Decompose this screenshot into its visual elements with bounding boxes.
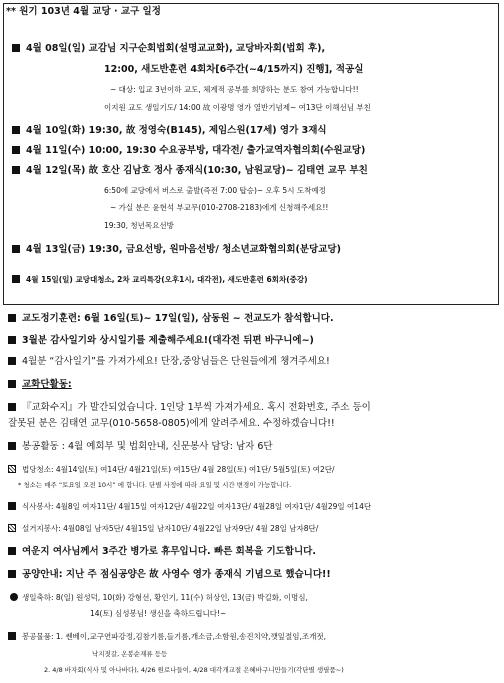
notice-item [8,335,314,347]
square-bullet-icon [8,442,16,450]
schedule-detail: 12:00, 새도반훈련 4회차[6주간(~4/15까지) 진행], 적공실 [104,64,364,75]
square-bullet-icon [8,632,16,640]
schedule-date-line: 4월 12일(목) 故 호산 김남호 정사 종재식(10:30, 남원교당)~ 김태연 교무 부친 [26,165,368,176]
schedule-detail: 19:30, 청년목요선방 [104,221,174,230]
schedule-detail: ~ 대상: 입교 3년이하 교도, 체계적 공부를 희망하는 분도 참여 가능합니다!! [110,85,359,94]
notice-text: 생일축하: 8(일) 원성덕, 10(화) 강형선, 황인기, 11(수) 허상인, 13(금) 박길화, 이명심, [22,593,308,602]
square-bullet-icon [8,357,16,365]
schedule-item [12,165,368,177]
notice-item [8,523,318,535]
notice-text: 설거지봉사: 4월08일 남자5단/ 4월15일 남자10단/ 4월22일 남자9단/ 4월 28일 남자8단/ [22,524,319,533]
schedule-detail: 6:50에 교당에서 버스로 출발(즉전 7:00 탑승)~ 오후 5시 도착예정 [104,186,326,195]
schedule-date-line: 4월 08일(일) 교감님 지구순회법회(설명교교화), 교당바자회(법회 후), [26,43,326,54]
schedule-item [12,125,327,137]
square-bullet-icon [12,166,20,174]
notice-text: 식사봉사: 4월8일 여자11단/ 4월15일 여자12단/ 4월22일 여자13단/ 4월28일 여자1단/ 4월29일 여14단 [22,502,372,511]
square-bullet-icon [12,245,20,253]
notice-text: 여운지 여사님께서 3주간 병가로 휴무입니다. 빠른 회복을 기도합니다. [22,546,316,557]
schedule-item [12,43,325,55]
notice-item [8,441,273,453]
schedule-date-line: 4월 15일(일) 교당대청소, 2차 교리특강(오후1시, 대각전), 새도반훈련 6회차(중강) [26,275,308,284]
circle-bullet-icon [10,593,18,601]
square-bullet-icon [8,314,16,322]
notice-continuation: 2. 4/8 바자회(식사 및 아나바다), 4/26 원로나들이, 4/28 대각개교절 은혜바구니만들기(각단별 생필품~) [44,666,344,674]
notice-text: 법당청소: 4월14일(토) 여14단/ 4월21일(토) 여15단/ 4월 28일(토) 여1단/ 5월5일(토) 여2단/ [22,465,335,474]
notice-continuation: 낙지젓갈, 온봉순재류 등등 [92,650,168,658]
square-bullet-icon [8,570,16,578]
schedule-date-line: 4월 10일(화) 19:30, 故 정영숙(B145), 제임스원(17세) 영가 3재식 [26,125,327,136]
schedule-detail: ~ 가실 분은 윤현석 부교무(010-2708-2183)에게 신청해주세요!! [110,203,329,212]
hatched-bullet-icon [8,465,16,473]
schedule-item [12,145,365,157]
notice-text: 『교화수지』가 발간되었습니다. 1인당 1부씩 가져가세요. 혹시 전화번호, 주소 등이 [22,402,371,413]
square-bullet-icon [8,380,16,388]
square-bullet-icon [8,403,16,411]
schedule-date-line: 4월 13일(금) 19:30, 금요선방, 원마음선방/ 청소년교화협의회(분당교당) [26,244,341,255]
notice-continuation: 14(토) 심성봉님! 생신을 축하드립니다!~ [90,609,227,618]
square-bullet-icon [8,336,16,344]
notice-text: 교도정기훈련: 6월 16일(토)~ 17일(일), 삼동원 ~ 전교도가 참석합니다. [22,313,334,324]
notice-item [8,592,308,604]
schedule-item [12,244,341,256]
notice-text: 4월분 “감사일기”를 가져가세요! 단장,중앙님들은 단원들에게 챙겨주세요! [22,356,330,367]
notice-text: 교화단활동: [22,379,72,390]
notice-item [8,379,72,391]
notice-item [8,501,371,513]
notice-continuation: * 청소는 매주 “토요일 오전 10시” 에 합니다. 단별 사정에 따라 요일 및 시간 변경이 가능합니다. [18,481,292,489]
notice-item [8,569,331,581]
notice-continuation: 잘못된 분은 김태연 교무(010-5658-0805)에게 알려주세요. 수정하겠습니다!! [8,418,335,429]
notice-item [8,313,334,325]
square-bullet-icon [12,146,20,154]
notice-text: 공양안내: 지난 주 점심공양은 故 사영수 영가 종재식 기념으로 했습니다!! [22,569,331,580]
hatched-bullet-icon [8,524,16,532]
schedule-detail: 이지원 교도 생일기도/ 14:00 故 이광명 영가 열반기념제~ 여13단 이해선님 부친 [104,103,371,112]
notice-item [8,356,330,368]
schedule-title [6,6,161,18]
notice-item [8,546,316,558]
schedule-date-line: 4월 11일(수) 10:00, 19:30 수요공부방, 대각전/ 출가교역자협의회(수원교당) [26,145,366,156]
square-bullet-icon [12,44,20,52]
notice-text: 봉공활동 : 4월 예회부 및 법회안내, 신문봉사 담당: 남자 6단 [22,441,273,452]
notice-item [8,464,335,476]
square-bullet-icon [12,275,20,283]
notice-item [8,402,371,414]
schedule-item [12,274,308,286]
notice-item [8,631,326,643]
notice-text: 봉공물품: 1. 쎈베이,교구연파강정,김참기름,들기름,개소금,소함원,송진치약,깻잎절임,조개젓, [22,632,326,641]
square-bullet-icon [8,547,16,555]
square-bullet-icon [12,126,20,134]
title-text: 원기 103년 4월 교당 · 교구 일정 [19,6,161,17]
title-mark: ** [6,6,16,17]
square-bullet-icon [8,502,16,510]
notice-text: 3월분 감사일기와 상시일기를 제출해주세요!(대각전 뒤편 바구니에~) [22,335,314,346]
